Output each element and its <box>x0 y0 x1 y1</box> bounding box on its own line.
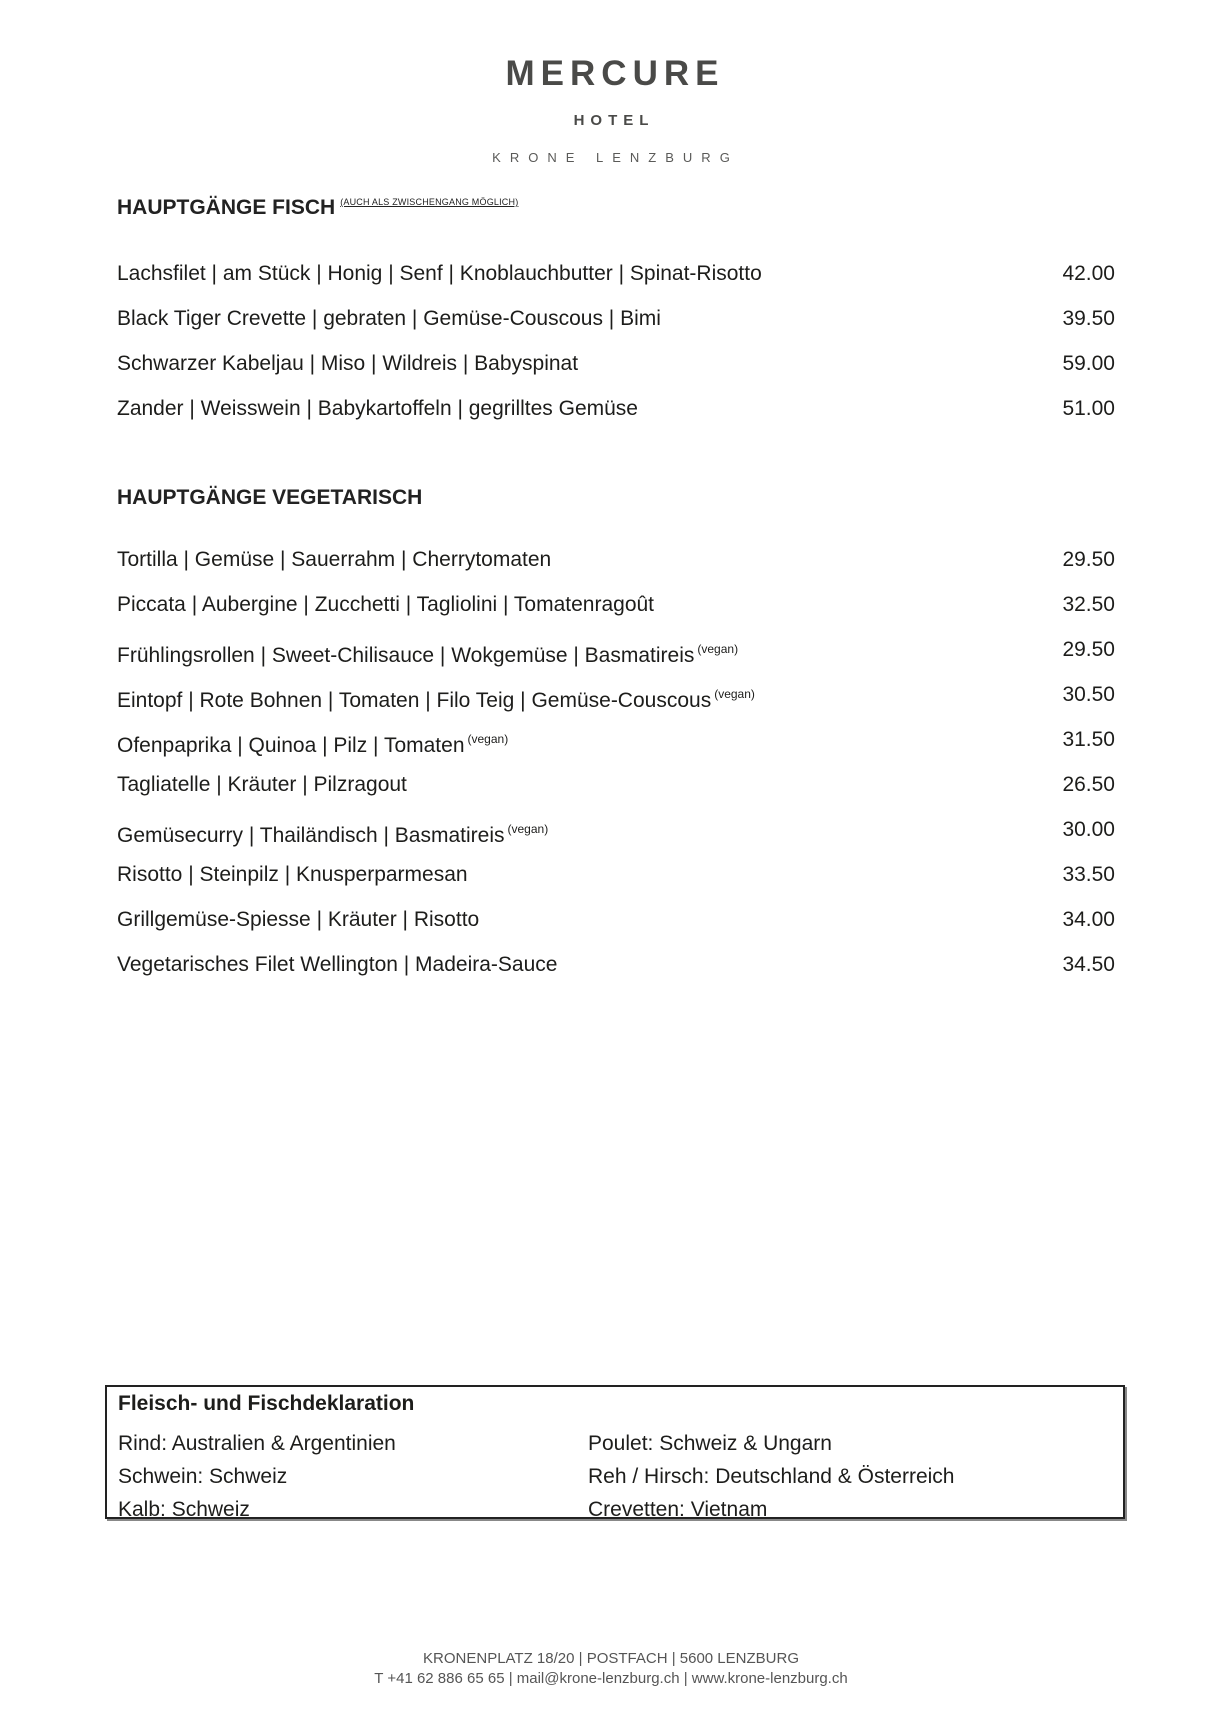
dish-name <box>117 807 548 858</box>
dish-price: 31.50 <box>1062 728 1115 751</box>
dish-text: Vegetarisches Filet Wellington | Madeira-Sauce <box>117 953 558 976</box>
dish-text: Tagliatelle | Kräuter | Pilzragout <box>117 773 407 796</box>
fish-section-title <box>117 196 518 220</box>
vegan-tag: (vegan) <box>467 732 509 746</box>
dish-name <box>117 582 654 627</box>
dish-price: 42.00 <box>1062 262 1115 285</box>
dish-text: Zander | Weisswein | Babykartoffeln | gegrilltes Gemüse <box>117 397 638 420</box>
menu-item <box>117 341 1115 386</box>
dish-text: Risotto | Steinpilz | Knusperparmesan <box>117 863 468 886</box>
dish-text: Gemüsecurry | Thailändisch | Basmatireis <box>117 824 505 847</box>
dish-name <box>117 762 407 807</box>
dish-price: 33.50 <box>1062 863 1115 886</box>
dish-text: Frühlingsrollen | Sweet-Chilisauce | Wokgemüse | Basmatireis <box>117 644 695 667</box>
dish-name <box>117 717 508 768</box>
dish-price: 59.00 <box>1062 352 1115 375</box>
dish-price: 29.50 <box>1062 548 1115 571</box>
dish-price: 32.50 <box>1062 593 1115 616</box>
dish-text: Piccata | Aubergine | Zucchetti | Tagliolini | Tomatenragoût <box>117 593 655 616</box>
declaration-entry: Kalb: Schweiz <box>118 1498 250 1521</box>
dish-name <box>117 341 578 386</box>
declaration-left-column <box>118 1427 396 1526</box>
vegan-tag: (vegan) <box>714 687 755 701</box>
menu-item <box>117 807 1115 852</box>
dish-text: Grillgemüse-Spiesse | Kräuter | Risotto <box>117 908 480 931</box>
declaration-right-column <box>588 1427 954 1526</box>
dish-price: 29.50 <box>1062 638 1115 661</box>
menu-item <box>117 672 1115 717</box>
menu-item <box>117 717 1115 762</box>
logo-hotel: HOTEL <box>573 112 655 129</box>
dish-text: Eintopf | Rote Bohnen | Tomaten | Filo Teig | Gemüse-Couscous <box>117 689 712 712</box>
dish-name <box>117 296 661 341</box>
dish-name <box>117 942 557 987</box>
logo-location: KRONE LENZBURG <box>492 150 739 165</box>
dish-name <box>117 251 762 296</box>
dish-price: 26.50 <box>1062 773 1115 796</box>
menu-item <box>117 386 1115 431</box>
menu-item <box>117 627 1115 672</box>
fish-menu-list <box>117 251 1115 431</box>
dish-text: Lachsfilet | am Stück | Honig | Senf | Knoblauchbutter | Spinat-Risotto <box>117 262 762 285</box>
dish-price: 34.00 <box>1062 908 1115 931</box>
footer-contact: T +41 62 886 65 65 | mail@krone-lenzburg.ch | www.krone-lenzburg.ch <box>374 1670 848 1687</box>
dish-text: Black Tiger Crevette | gebraten | Gemüse-Couscous | Bimi <box>117 307 661 330</box>
vegan-tag: (vegan) <box>697 642 739 656</box>
dish-name <box>117 897 479 942</box>
dish-name <box>117 672 755 723</box>
fish-section-note: (AUCH ALS ZWISCHENGANG MÖGLICH) <box>340 197 519 207</box>
declaration-entry: Schwein: Schweiz <box>118 1465 288 1488</box>
menu-item <box>117 942 1115 987</box>
menu-item <box>117 852 1115 897</box>
dish-name <box>117 852 468 897</box>
dish-name <box>117 537 551 582</box>
menu-item <box>117 582 1115 627</box>
menu-item <box>117 296 1115 341</box>
fish-title: HAUPTGÄNGE FISCH <box>117 196 336 219</box>
dish-price: 34.50 <box>1062 953 1115 976</box>
dish-text: Ofenpaprika | Quinoa | Pilz | Tomaten <box>117 734 465 757</box>
declaration-entry: Poulet: Schweiz & Ungarn <box>588 1432 832 1455</box>
menu-item <box>117 897 1115 942</box>
vegetarian-menu-list <box>117 537 1115 987</box>
menu-item <box>117 251 1115 296</box>
menu-item <box>117 537 1115 582</box>
menu-item <box>117 762 1115 807</box>
declaration-entry: Crevetten: Vietnam <box>588 1498 768 1521</box>
dish-price: 30.50 <box>1062 683 1115 706</box>
vegan-tag: (vegan) <box>507 822 549 836</box>
logo-brand: MERCURE <box>505 54 725 93</box>
declaration-entry: Reh / Hirsch: Deutschland & Österreich <box>588 1465 955 1488</box>
footer-address: KRONENPLATZ 18/20 | POSTFACH | 5600 LENZBURG <box>423 1650 799 1667</box>
vegetarian-section-title: HAUPTGÄNGE VEGETARISCH <box>117 486 423 509</box>
declaration-entry: Rind: Australien & Argentinien <box>118 1432 396 1455</box>
dish-price: 39.50 <box>1062 307 1115 330</box>
dish-text: Schwarzer Kabeljau | Miso | Wildreis | Babyspinat <box>117 352 579 375</box>
dish-text: Tortilla | Gemüse | Sauerrahm | Cherrytomaten <box>117 548 552 571</box>
dish-name <box>117 386 638 431</box>
dish-price: 51.00 <box>1062 397 1115 420</box>
dish-price: 30.00 <box>1062 818 1115 841</box>
dish-name <box>117 627 738 678</box>
declaration-title: Fleisch- und Fischdeklaration <box>118 1392 415 1415</box>
meat-fish-declaration-box <box>105 1385 1125 1519</box>
